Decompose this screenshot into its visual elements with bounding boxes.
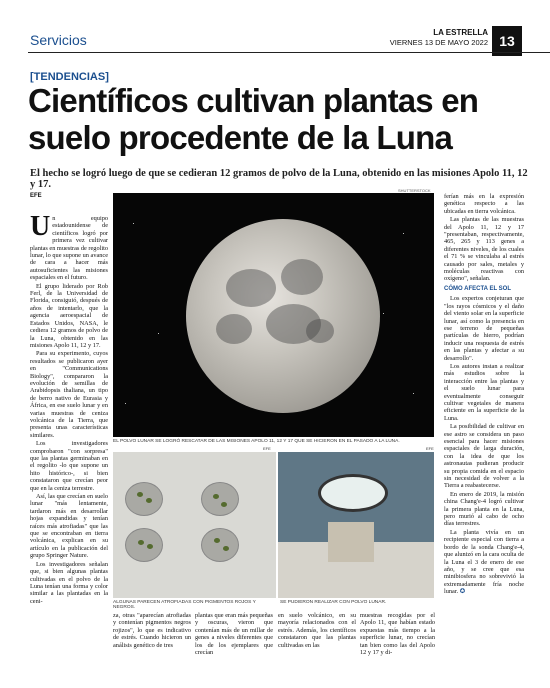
article-tag: [TENDENCIAS] [30,71,109,83]
page-number: 13 [492,26,522,56]
paragraph: Los expertos conjeturan que "los rayos cósmicos y el daño del viento solar en la superficie lunar, así como la presencia en ese terreno de pequeñas partículas de hierro, podrían inducir una respuesta de estrés en las plantas y afectar a su desarrollo". [444,295,524,362]
headline: Científicos cultivan plantas en suelo procedente de la Luna [28,82,479,156]
paragraph: El grupo liderado por Rob Ferl, de la Universidad de Florida, consiguió, después de años de intentarlo, que la agencia aeroespacial de Estados Unidos, NASA, le cediera 12 gramos de polvo de la Luna, obtenido en las misiones Apolo 11, 12 y 17. [30,282,108,349]
header-divider [28,52,550,53]
paragraph: Para su experimento, cuyos resultados se publicaron ayer en "Communications Biology", compararon la evolución de semillas de Arabidopsis thaliana, un tipo de berro nativo de Eurasia y África, en ese suelo lunar y en varias muestras de ceniza volcánica de la Tierra, que presenta unas características similares. [30,350,108,439]
article-column-2: za, otras "aparecían atrofiadas y contenían pigmentos negros rojizos", lo que es indicativo de estrés. Cuando hicieron un análisis genético de tres [113,612,191,649]
plants-caption: ALGUNAS PARECEN ATROFIADAS CON PIGMENTOS ROJOS Y NEGROS. [113,600,256,610]
paragraph: Las plantas de las muestras del Apolo 11, 12 y 17 "presentaban, respectivamente, 465, 265 y 113 genes a diferentes niveles, de los cuales el 71 % se vinculaba al estrés causado por sales, metales y moléculas reactivas con oxígeno", señalan. [444,216,524,283]
paragraph: Los investigadores señalan que, si bien algunas plantas cultivadas en el polvo de la Luna tenían una forma y color similar a las plantadas en la ceni- [30,560,108,605]
article-column-5: muestras recogidas por el Apolo 11, que habían estado expuestas más tiempo a la superficie lunar, no crecían tan bien como las del Apolo 12 y 17 y di- [360,612,435,657]
lab-caption: SE PUDIERON REALIZAR CON POLVO LUNAR. [280,600,387,605]
section-title: Servicios [30,32,87,48]
lab-photo [278,452,434,598]
paragraph: Así, las que crecían en suelo lunar "más lentamente, tardaron más en desarrollar hojas expandidas y tenían raíces más atrofiadas" que las que se encontraban en tierra volcánica, explican en su artículo en la publicación del grupo Springer Nature. [30,493,108,560]
paragraph: ferían más en la expresión genética respecto a las ubicadas en tierra volcánica. [444,193,524,215]
drop-cap: U [30,215,51,242]
lead-paragraph: n equipo estadounidense de científicos logró por primera vez cultivar plantas en muestras de regolito lunar, lo que supone un avance de cara a hacer más autosuficientes las misiones espaciales en el futuro. [30,215,108,282]
end-mark-icon: ✪ [459,588,466,596]
photo-credit: EFE [263,446,271,451]
paragraph: La posibilidad de cultivar en ese astro se considera un paso esencial para hacer misiones espaciales de larga duración, con la idea de que los astronautas pudieran producir su propia comida en el espacio sin necesidad de volver a la Tierra a reabastecerse. [444,423,524,490]
article-column-3: plantas que eran más pequeñas y oscuras, vieron que contenían más de un millar de genes a niveles diferentes que los de los ejemplares que crecían [195,612,273,657]
newspaper-brand: LA ESTRELLA [433,28,488,37]
article-column-right [444,193,524,686]
issue-date: VIERNES 13 DE MAYO 2022 [389,38,488,47]
photo-source: SHUTTERSTOCK [398,188,431,193]
moon-image [186,219,380,413]
paragraph: La planta vivía en un recipiente especial con tierra a bordo de la sonda Chang'e-4, que alunizó en la cara oculta de la Luna el 3 de enero de ese año, y se cree que esa minibiosfera no sobrevivió la extremadamente fría noche lunar. [444,528,524,596]
paragraph: En enero de 2019, la misión china Chang'e-4 logró cultivar la primera planta en la Luna, pero murió al cabo de ocho días terrestres. [444,490,524,528]
paragraph: Los investigadores comprobaron "con sorpresa" que las plantas germinaban en el regolito -lo que supone un hito histórico-, si bien constataron que crecían peor que en la ceniza terrestre. [30,440,108,492]
paragraph: Los autores instan a realizar más estudios sobre la interacción entre las plantas y el suelo lunar para eventualmente conseguir cultivar vegetales de manera eficiente en la superficie de la Luna. [444,362,524,422]
subheadline: El hecho se logró luego de que se cedieran 12 gramos de polvo de la Luna, obtenido en las misiones Apolo 11, 12 y 17. [30,168,528,190]
article-column-1 [30,215,108,685]
section-subheading: CÓMO AFECTA EL SOL [444,285,511,292]
article-tag-label: TENDENCIAS [33,71,106,83]
moon-caption: EL POLVO LUNAR SE LOGRÓ RESCATAR DE LAS MISIONES APOLO 11, 12 Y 17 QUE SE HICIERON EN EL PASADO A LA LUNA. [113,439,400,444]
moon-photo [113,193,434,437]
photo-credit: EFE [426,446,434,451]
byline: EFE [30,193,42,199]
plants-photo [113,452,276,598]
article-column-4: en suelo volcánico, en su mayoría relacionados con el estrés. Además, los científicos constataron que las plantas cultivadas en las [278,612,356,649]
